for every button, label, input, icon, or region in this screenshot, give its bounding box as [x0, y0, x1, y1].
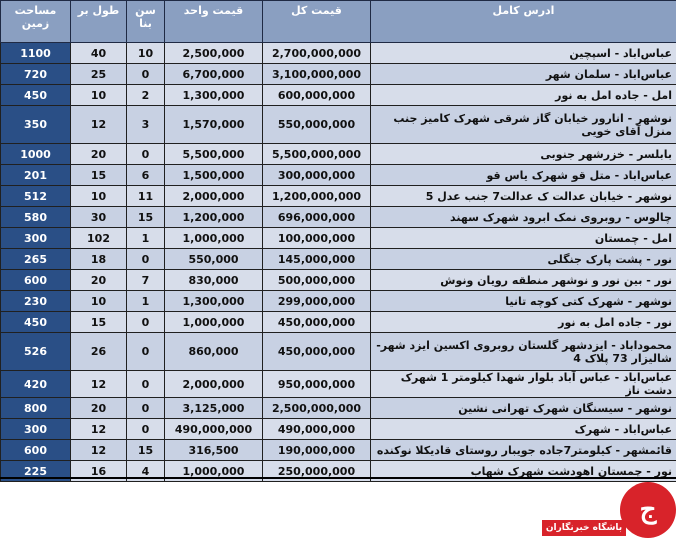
- cell-total-price: 300,000,000: [263, 165, 371, 186]
- cell-length: 25: [71, 64, 127, 85]
- cell-total-price: 490,000,000: [263, 419, 371, 440]
- cell-total-price: 450,000,000: [263, 312, 371, 333]
- cell-length: 10: [71, 85, 127, 106]
- cell-address: عباس‌اباد - شهرک: [371, 419, 676, 440]
- cell-address: عباس‌اباد - متل قو شهرک یاس قو: [371, 165, 676, 186]
- cell-address: بابلسر - خزرشهر جنوبی: [371, 144, 676, 165]
- cell-length: 40: [71, 43, 127, 64]
- brand-label: باشگاه خبرنگاران: [542, 520, 626, 536]
- cell-unit-price: 550,000: [165, 249, 263, 270]
- cell-age: 0: [127, 312, 165, 333]
- cell-area: 300: [1, 419, 71, 440]
- cell-age: 4: [127, 461, 165, 482]
- table-row: [1, 228, 676, 249]
- table-row: [1, 291, 676, 312]
- table-row: [1, 371, 676, 398]
- table-row: [1, 312, 676, 333]
- cell-address: نور - جاده امل به نور: [371, 312, 676, 333]
- cell-area: 230: [1, 291, 71, 312]
- cell-age: 1: [127, 291, 165, 312]
- cell-total-price: 550,000,000: [263, 106, 371, 144]
- cell-area: 580: [1, 207, 71, 228]
- cell-address: عباس‌اباد - سلمان شهر: [371, 64, 676, 85]
- cell-address: امل - چمستان: [371, 228, 676, 249]
- cell-unit-price: 1,000,000: [165, 312, 263, 333]
- cell-unit-price: 316,500: [165, 440, 263, 461]
- cell-unit-price: 1,570,000: [165, 106, 263, 144]
- cell-unit-price: 2,500,000: [165, 43, 263, 64]
- cell-total-price: 450,000,000: [263, 333, 371, 371]
- brand-logo-icon: [620, 482, 676, 538]
- cell-unit-price: 1,300,000: [165, 85, 263, 106]
- cell-total-price: 2,700,000,000: [263, 43, 371, 64]
- table-row: [1, 333, 676, 371]
- cell-area: 526: [1, 333, 71, 371]
- cell-total-price: 2,500,000,000: [263, 398, 371, 419]
- table-body: [1, 43, 676, 482]
- table-row: [1, 207, 676, 228]
- cell-length: 30: [71, 207, 127, 228]
- table-row: [1, 144, 676, 165]
- table-row: [1, 165, 676, 186]
- cell-address: عباس‌اباد - اسپچین: [371, 43, 676, 64]
- cell-total-price: 696,000,000: [263, 207, 371, 228]
- cell-area: 225: [1, 461, 71, 482]
- cell-total-price: 250,000,000: [263, 461, 371, 482]
- cell-length: 10: [71, 291, 127, 312]
- cell-length: 12: [71, 419, 127, 440]
- cell-unit-price: 6,700,000: [165, 64, 263, 85]
- cell-total-price: 500,000,000: [263, 270, 371, 291]
- cell-length: 15: [71, 312, 127, 333]
- table-row: [1, 64, 676, 85]
- cell-address: نوشهر - خیابان عدالت ک عدالت7 جنب عدل 5: [371, 186, 676, 207]
- cell-unit-price: 1,000,000: [165, 228, 263, 249]
- cell-length: 12: [71, 106, 127, 144]
- cell-age: 3: [127, 106, 165, 144]
- cell-length: 16: [71, 461, 127, 482]
- cell-age: 6: [127, 165, 165, 186]
- table-row: [1, 398, 676, 419]
- cell-length: 20: [71, 270, 127, 291]
- cell-area: 1100: [1, 43, 71, 64]
- cell-address: محموداباد - ایزدشهر گلستان روبروی اکسین ایزد شهر-شالیزار 73 پلاک 4: [371, 333, 676, 371]
- cell-area: 420: [1, 371, 71, 398]
- cell-length: 20: [71, 144, 127, 165]
- cell-address: قائمشهر - کیلومتر7جاده جویبار روستای قادیکلا نوکنده: [371, 440, 676, 461]
- cell-length: 20: [71, 398, 127, 419]
- cell-total-price: 1,200,000,000: [263, 186, 371, 207]
- header-address: ادرس کامل: [371, 1, 676, 43]
- cell-area: 201: [1, 165, 71, 186]
- cell-total-price: 145,000,000: [263, 249, 371, 270]
- table-row: [1, 419, 676, 440]
- cell-total-price: 190,000,000: [263, 440, 371, 461]
- cell-unit-price: 1,500,000: [165, 165, 263, 186]
- header-row: [1, 1, 676, 43]
- cell-area: 720: [1, 64, 71, 85]
- table-row: [1, 106, 676, 144]
- table-row: [1, 249, 676, 270]
- cell-age: 1: [127, 228, 165, 249]
- cell-length: 18: [71, 249, 127, 270]
- cell-length: 15: [71, 165, 127, 186]
- cell-age: 10: [127, 43, 165, 64]
- cell-age: 0: [127, 398, 165, 419]
- cell-age: 0: [127, 64, 165, 85]
- table-row: [1, 440, 676, 461]
- cell-unit-price: 1,200,000: [165, 207, 263, 228]
- cell-total-price: 3,100,000,000: [263, 64, 371, 85]
- cell-length: 12: [71, 371, 127, 398]
- cell-area: 450: [1, 312, 71, 333]
- cell-age: 7: [127, 270, 165, 291]
- cell-age: 15: [127, 440, 165, 461]
- table-row: [1, 186, 676, 207]
- cell-age: 0: [127, 419, 165, 440]
- cell-length: 10: [71, 186, 127, 207]
- cell-total-price: 5,500,000,000: [263, 144, 371, 165]
- cell-age: 0: [127, 144, 165, 165]
- cell-length: 26: [71, 333, 127, 371]
- cell-unit-price: 3,125,000: [165, 398, 263, 419]
- cell-area: 512: [1, 186, 71, 207]
- header-area: مساحت زمین: [1, 1, 71, 43]
- cell-unit-price: 5,500,000: [165, 144, 263, 165]
- cell-unit-price: 1,000,000: [165, 461, 263, 482]
- cell-unit-price: 2,000,000: [165, 371, 263, 398]
- cell-length: 102: [71, 228, 127, 249]
- cell-address: امل - جاده امل به نور: [371, 85, 676, 106]
- cell-address: نور - چمستان اهودشت شهرک شهاب: [371, 461, 676, 482]
- cell-address: نوشهر - انارور خیابان گاز شرقی شهرک کامیز جنب منزل آقای خویی: [371, 106, 676, 144]
- cell-area: 300: [1, 228, 71, 249]
- header-total-price: قیمت کل: [263, 1, 371, 43]
- cell-unit-price: 2,000,000: [165, 186, 263, 207]
- cell-area: 265: [1, 249, 71, 270]
- header-age: سن بنا: [127, 1, 165, 43]
- cell-area: 600: [1, 270, 71, 291]
- cell-total-price: 950,000,000: [263, 371, 371, 398]
- table-row: [1, 43, 676, 64]
- cell-age: 0: [127, 371, 165, 398]
- cell-address: نوشهر - سیسنگان شهرک تهرانی نشین: [371, 398, 676, 419]
- cell-address: نور - بین نور و نوشهر منطقه رویان ونوش: [371, 270, 676, 291]
- cell-total-price: 600,000,000: [263, 85, 371, 106]
- cell-unit-price: 830,000: [165, 270, 263, 291]
- cell-unit-price: 1,300,000: [165, 291, 263, 312]
- cell-address: چالوس - روبروی نمک ابرود شهرک سهند: [371, 207, 676, 228]
- table-row: [1, 85, 676, 106]
- cell-area: 450: [1, 85, 71, 106]
- cell-length: 12: [71, 440, 127, 461]
- header-length: طول بر: [71, 1, 127, 43]
- cell-age: 0: [127, 333, 165, 371]
- logo-glyph: ج: [639, 495, 657, 525]
- cell-area: 350: [1, 106, 71, 144]
- cell-address: عباس‌اباد - عباس آباد بلوار شهدا کیلومتر 1 شهرک دشت ناز: [371, 371, 676, 398]
- cell-unit-price: 860,000: [165, 333, 263, 371]
- cell-address: نوشهر - شهرک کتی کوچه تانیا: [371, 291, 676, 312]
- header-unit-price: قیمت واحد: [165, 1, 263, 43]
- table-row: [1, 270, 676, 291]
- bottom-rule: [0, 477, 676, 479]
- cell-area: 600: [1, 440, 71, 461]
- cell-total-price: 299,000,000: [263, 291, 371, 312]
- cell-age: 11: [127, 186, 165, 207]
- cell-unit-price: 490,000,000: [165, 419, 263, 440]
- cell-age: 0: [127, 249, 165, 270]
- cell-total-price: 100,000,000: [263, 228, 371, 249]
- cell-age: 2: [127, 85, 165, 106]
- cell-area: 800: [1, 398, 71, 419]
- cell-area: 1000: [1, 144, 71, 165]
- cell-address: نور - پشت پارک جنگلی: [371, 249, 676, 270]
- cell-age: 15: [127, 207, 165, 228]
